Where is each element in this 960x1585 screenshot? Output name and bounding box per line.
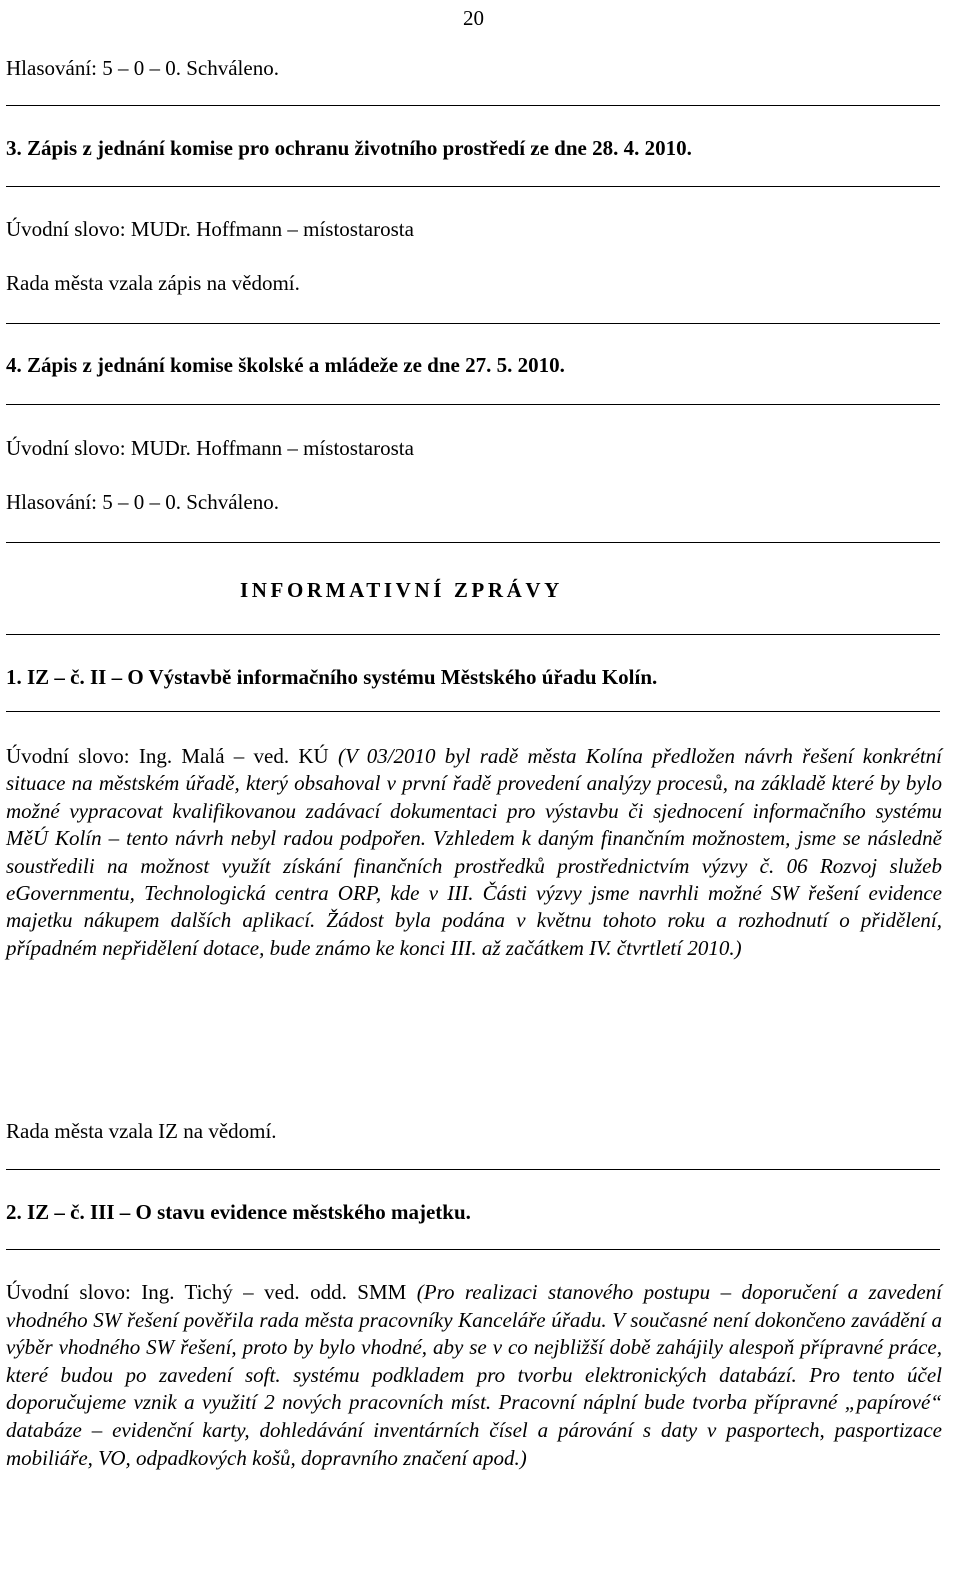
page-number: 20 (463, 6, 484, 30)
agenda-item-3-intro: Úvodní slovo: MUDr. Hoffmann – místostarosta (6, 217, 414, 241)
divider (6, 542, 940, 543)
agenda-item-3-title: 3. Zápis z jednání komise pro ochranu životního prostředí ze dne 28. 4. 2010. (6, 136, 692, 160)
divider (6, 186, 940, 187)
divider (6, 634, 940, 635)
iz1-body: (V 03/2010 byl radě města Kolína předložen návrh řešení konkrétní situace na městském úřadě, který obsahoval v první řadě provedení analýzy procesů, na základě které by bylo možné vypracovat kvalifikovanou zadávací dokumentaci pro výstavbu či sjednocení informačního systému MěÚ Kolín – tento návrh nebyl radou podpořen. Vzhledem k daným finančním možnostem, jsme se následně soustředili na možnost využít získání finančních prostředků prostřednictvím výzvy č. 06 Rozvoj služeb eGovernmentu, Technologická centra ORP, kde v III. Části výzvy jsme navrhli možné SW řešení evidence majetku nákupem dalších aplikací. Žádost byla podána v květnu tohoto roku a rozhodnutí o přidělení, případném nepřidělení dotace, bude známo ke konci III. až začátkem IV. čtvrtletí 2010.) (6, 744, 943, 960)
divider (6, 323, 940, 324)
iz2-body: (Pro realizaci stanového postupu – doporučení a zavedení vhodného SW řešení pověřila rada města pracovníky Kanceláře úřadu. V současné není dokončeno zavádění a výběr vhodného SW řešení, proto by bylo vhodné, aby se v co nejbližší době zahájily alespoň přípravné práce, které budou po zavedení soft. systému podkladem pro tvorbu elektronických databází. Pro tento účel doporučujeme vznik a využití 2 nových pracovních míst. Pracovní náplní bude tvorba přípravné „papírové“ databáze – evidenční karty, dohledávání inventárních čísel a párování s daty v pasportech, pasportizace mobiliáře, VO, odpadkových košů, dopravního značení apod.) (6, 1280, 942, 1470)
iz2-intro: Úvodní slovo: Ing. Tichý – ved. odd. SMM (6, 1280, 407, 1304)
iz2-paragraph (6, 1279, 942, 1472)
agenda-item-4-title: 4. Zápis z jednání komise školské a mládeže ze dne 27. 5. 2010. (6, 353, 565, 377)
iz1-result: Rada města vzala IZ na vědomí. (6, 1119, 277, 1143)
divider (6, 1169, 940, 1170)
divider (6, 105, 940, 106)
iz2-title: 2. IZ – č. III – O stavu evidence městského majetku. (6, 1200, 471, 1224)
section-heading: INFORMATIVNÍ ZPRÁVY (240, 578, 563, 602)
agenda-item-3-result: Rada města vzala zápis na vědomí. (6, 271, 300, 295)
iz1-title: 1. IZ – č. II – O Výstavbě informačního systému Městského úřadu Kolín. (6, 665, 658, 689)
divider (6, 404, 940, 405)
vote-result: Hlasování: 5 – 0 – 0. Schváleno. (6, 56, 279, 80)
divider (6, 1249, 940, 1250)
iz1-paragraph (6, 743, 942, 962)
iz1-intro: Úvodní slovo: Ing. Malá – ved. KÚ (6, 744, 329, 768)
agenda-item-4-intro: Úvodní slovo: MUDr. Hoffmann – místostarosta (6, 436, 414, 460)
agenda-item-4-vote: Hlasování: 5 – 0 – 0. Schváleno. (6, 490, 279, 514)
divider (6, 711, 940, 712)
